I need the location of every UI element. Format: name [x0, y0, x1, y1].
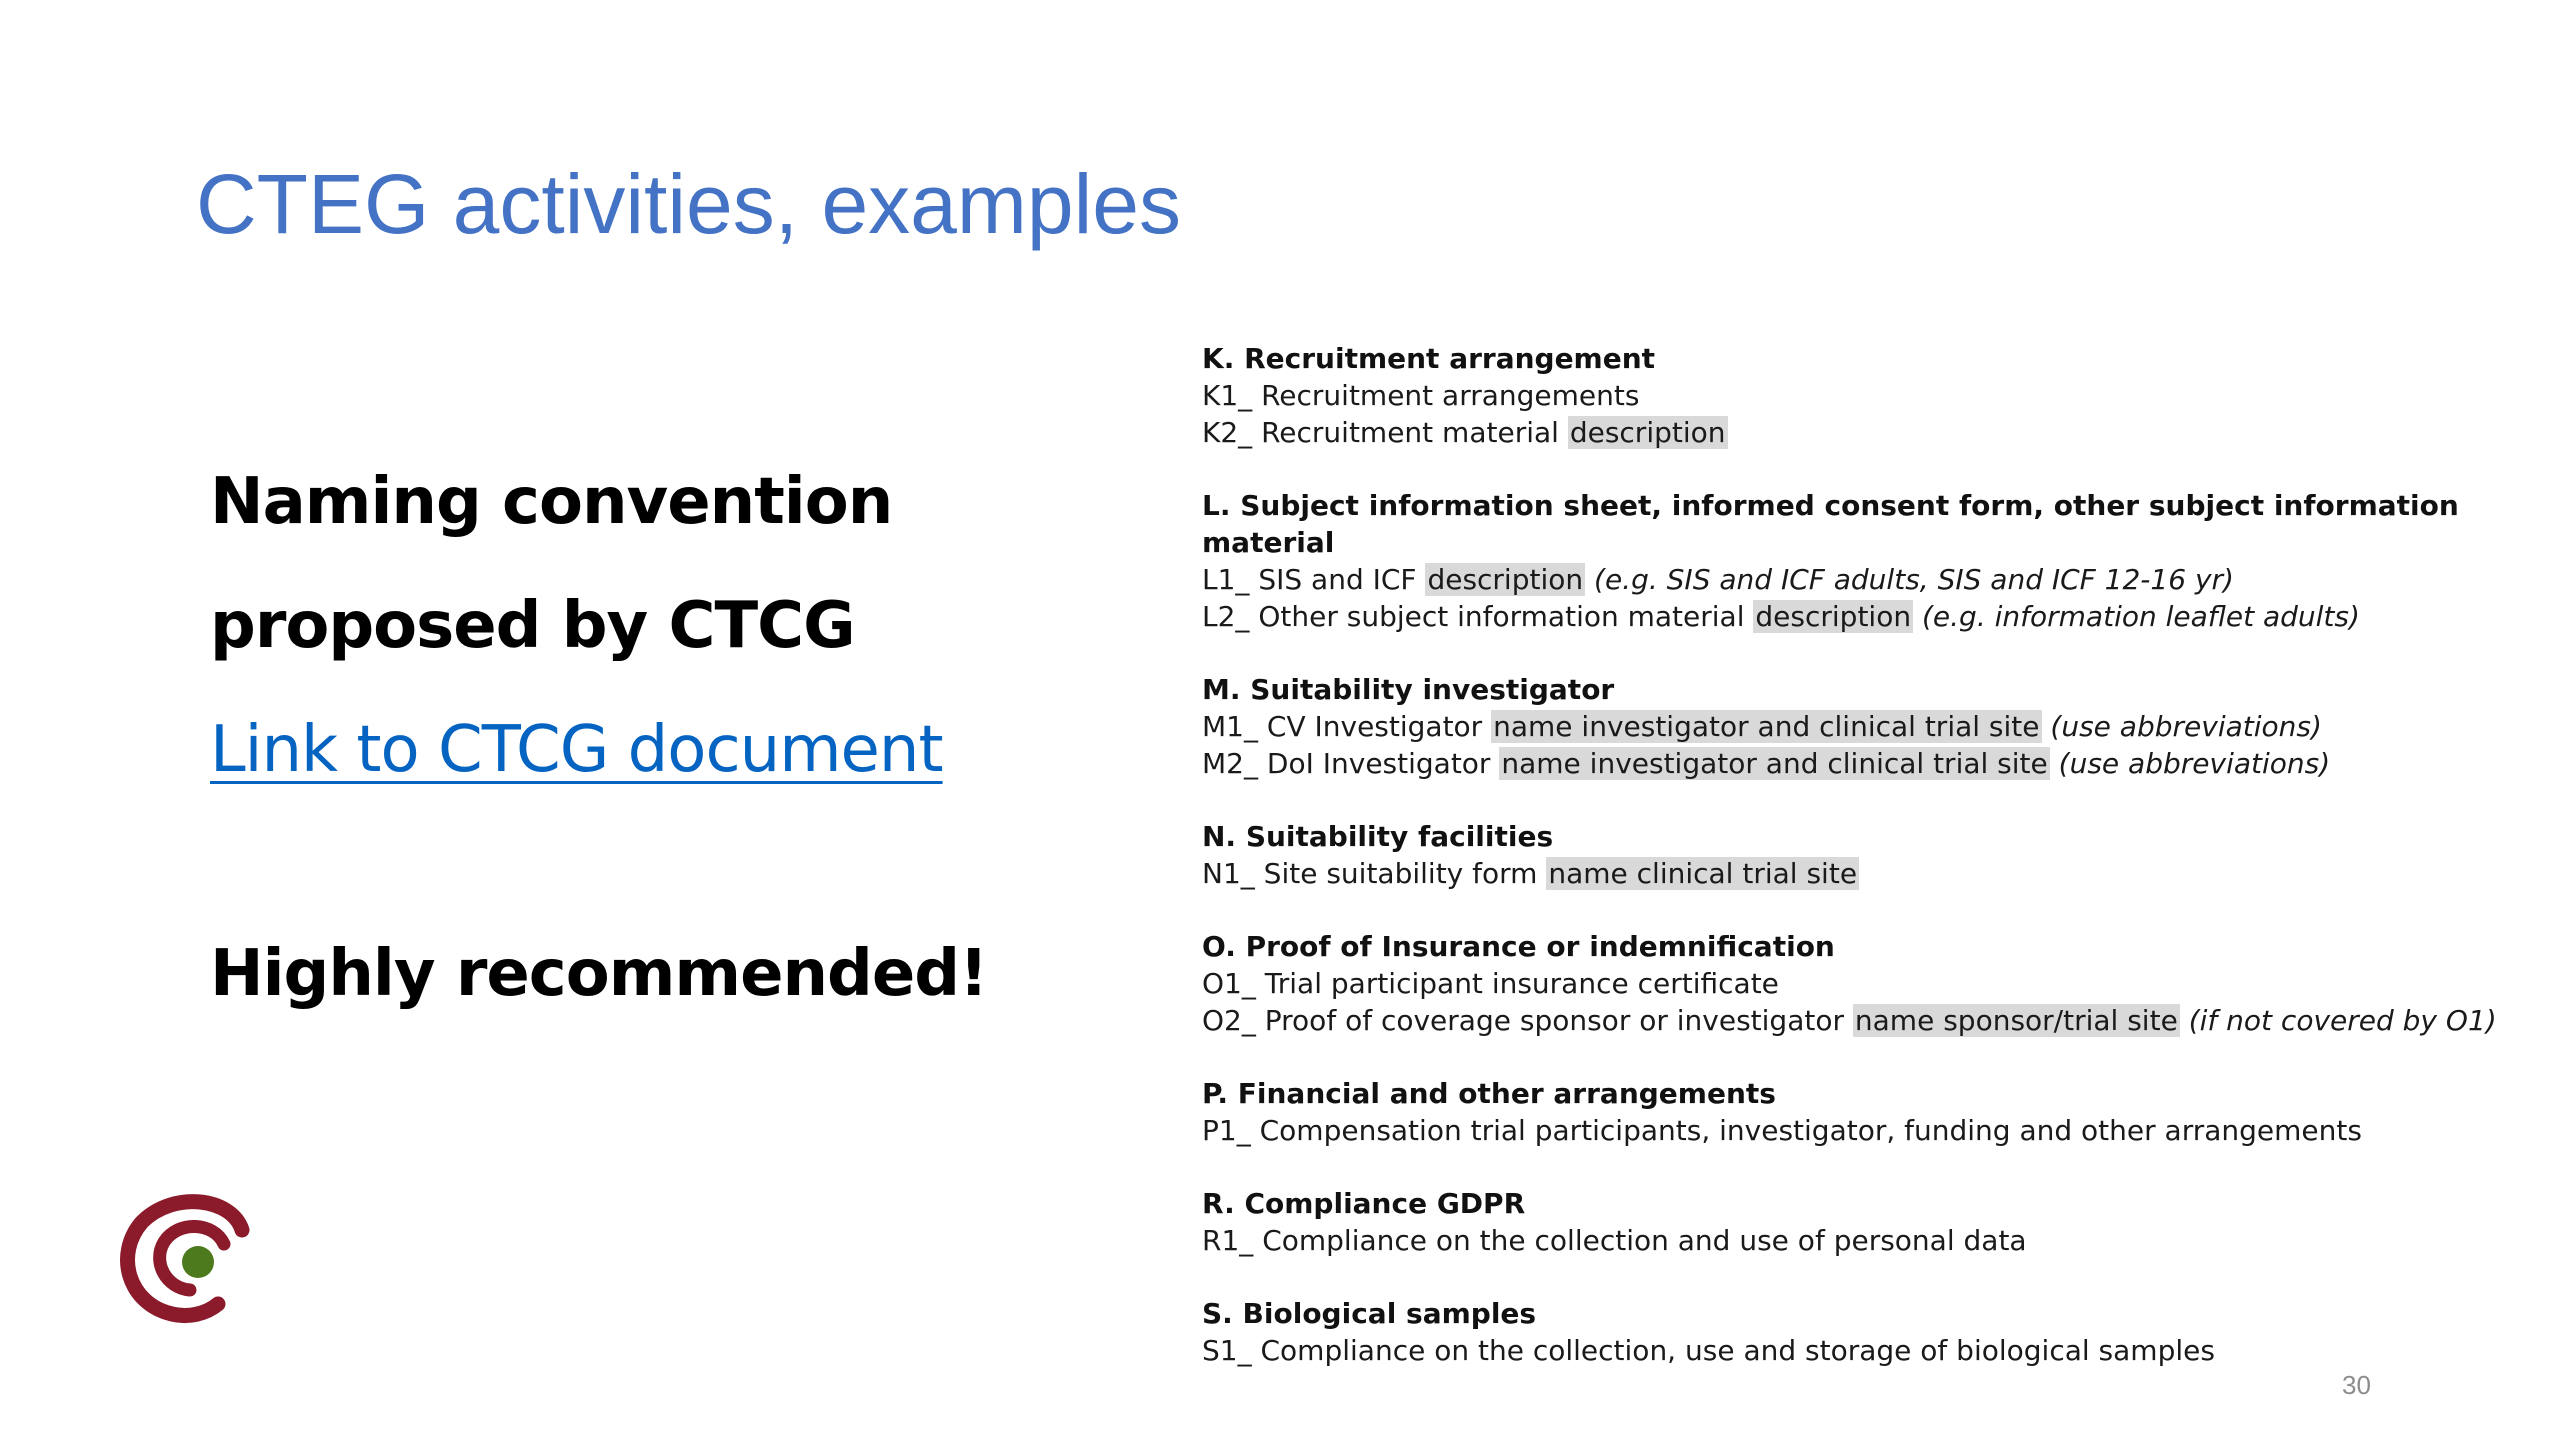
item-text: Other subject information material — [1258, 600, 1745, 633]
item-code: K2_ — [1202, 416, 1253, 449]
doc-item — [1202, 414, 2522, 451]
doc-item — [1202, 745, 2522, 782]
item-code: P1_ — [1202, 1114, 1251, 1147]
doc-section — [1202, 928, 2522, 1039]
item-text: SIS and ICF — [1258, 563, 1417, 596]
section-heading: L. Subject information sheet, informed consent form, other subject information — [1202, 489, 2459, 522]
doc-item — [1202, 1002, 2522, 1039]
item-highlight: name investigator and clinical trial site — [1501, 747, 2048, 780]
item-code: M1_ — [1202, 710, 1258, 743]
item-code: O2_ — [1202, 1004, 1256, 1037]
page-number: 30 — [2342, 1370, 2371, 1400]
doc-section — [1202, 340, 2522, 451]
item-highlight: description — [1427, 563, 1584, 596]
item-note: (if not covered by O1) — [2188, 1004, 2497, 1037]
item-code: S1_ — [1202, 1334, 1252, 1367]
item-text: Trial participant insurance certificate — [1264, 967, 1779, 1000]
doc-item — [1202, 1222, 2522, 1259]
doc-item — [1202, 965, 2522, 1002]
item-code: L1_ — [1202, 563, 1250, 596]
item-note: (e.g. information leaflet adults) — [1922, 600, 2360, 633]
doc-section — [1202, 1075, 2522, 1149]
section-heading-continued: material — [1202, 526, 1335, 559]
section-heading: K. Recruitment arrangement — [1202, 342, 1656, 375]
item-text: Recruitment arrangements — [1261, 379, 1640, 412]
doc-section — [1202, 818, 2522, 892]
item-text: Compensation trial participants, investigator, funding and other arrangements — [1259, 1114, 2362, 1147]
doc-section — [1202, 487, 2522, 635]
section-heading: S. Biological samples — [1202, 1297, 1537, 1330]
section-heading: P. Financial and other arrangements — [1202, 1077, 1776, 1110]
highly-recommended-text: Highly recommended! — [210, 937, 988, 1011]
section-heading: M. Suitability investigator — [1202, 673, 1615, 706]
item-code: R1_ — [1202, 1224, 1254, 1257]
item-note: (use abbreviations) — [2050, 710, 2322, 743]
doc-item — [1202, 855, 2522, 892]
item-text: Site suitability form — [1263, 857, 1538, 890]
item-code: K1_ — [1202, 379, 1253, 412]
item-code: L2_ — [1202, 600, 1250, 633]
item-note: (e.g. SIS and ICF adults, SIS and ICF 12-16 yr) — [1594, 563, 2234, 596]
item-code: N1_ — [1202, 857, 1255, 890]
doc-item — [1202, 561, 2522, 598]
doc-section — [1202, 1295, 2522, 1369]
section-heading: R. Compliance GDPR — [1202, 1187, 1526, 1220]
item-highlight: name clinical trial site — [1548, 857, 1858, 890]
naming-convention-block — [210, 440, 1110, 812]
doc-item — [1202, 377, 2522, 414]
item-code: M2_ — [1202, 747, 1258, 780]
item-text: Compliance on the collection, use and storage of biological samples — [1260, 1334, 2215, 1367]
doc-item — [1202, 1332, 2522, 1369]
item-code: O1_ — [1202, 967, 1256, 1000]
ctcg-swirl-logo-icon — [114, 1178, 264, 1328]
item-highlight: description — [1755, 600, 1912, 633]
naming-convention-document — [1202, 340, 2522, 1405]
section-heading: O. Proof of Insurance or indemnification — [1202, 930, 1835, 963]
doc-section — [1202, 671, 2522, 782]
naming-convention-line1: Naming convention — [210, 465, 893, 539]
item-text: Compliance on the collection and use of personal data — [1262, 1224, 2027, 1257]
ctcg-document-link[interactable]: Link to CTCG document — [210, 713, 943, 787]
item-highlight: name sponsor/trial site — [1854, 1004, 2178, 1037]
doc-item — [1202, 598, 2522, 635]
doc-item — [1202, 1112, 2522, 1149]
section-heading: N. Suitability facilities — [1202, 820, 1554, 853]
item-text: Proof of coverage sponsor or investigator — [1264, 1004, 1844, 1037]
item-highlight: description — [1569, 416, 1726, 449]
doc-section — [1202, 1185, 2522, 1259]
doc-item — [1202, 708, 2522, 745]
item-note: (use abbreviations) — [2058, 747, 2331, 780]
naming-convention-line2: proposed by CTCG — [210, 589, 855, 663]
item-text: Recruitment material — [1261, 416, 1559, 449]
item-text: DoI Investigator — [1266, 747, 1491, 780]
item-highlight: name investigator and clinical trial site — [1493, 710, 2040, 743]
item-text: CV Investigator — [1266, 710, 1483, 743]
slide-title: CTEG activities, examples — [196, 157, 1181, 251]
